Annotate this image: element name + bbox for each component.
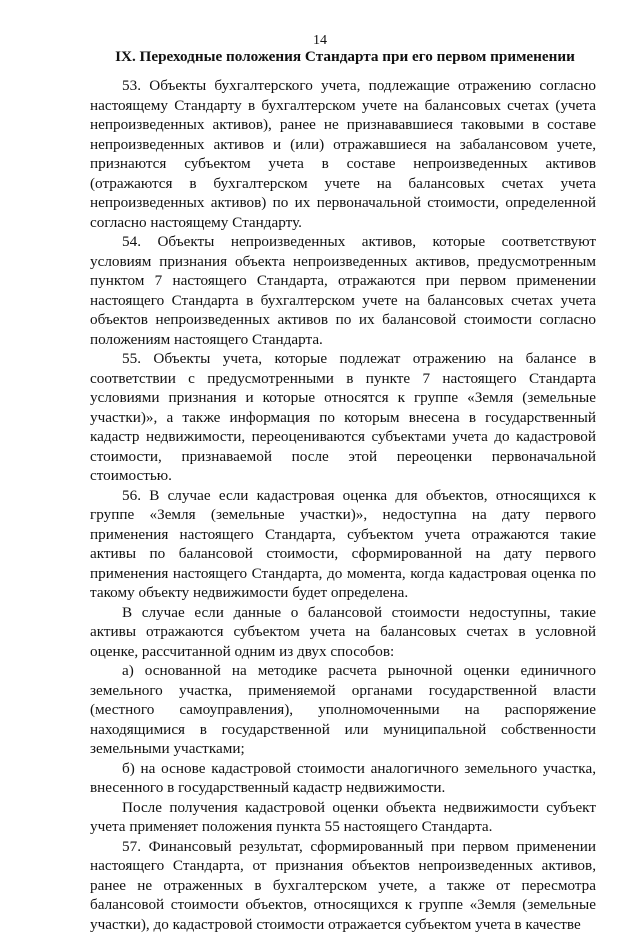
document-body [90,76,596,934]
section-title: IX. Переходные положения Стандарта при его первом применении [90,48,600,66]
paragraph-53: 53. Объекты бухгалтерского учета, подлежащие отражению согласно настоящему Стандарту в бухгалтерском учете на балансовых счетах (учета непроизведенных активов), ранее не признававшиеся таковыми в составе непроизведенных активов и (или) отражавшиеся на забалансовом учете, признаются субъектом учета в составе непроизведенных активов (отражаются в бухгалтерском учете на балансовых счетах учета непроизведенных активов) по их первоначальной стоимости, определенной согласно настоящему Стандарту. [90,76,596,232]
page-number: 14 [0,33,640,49]
paragraph-56-continuation: В случае если данные о балансовой стоимости недоступны, такие активы отражаются субъектом учета на балансовых счетах в условной оценке, рассчитанной одним из двух способов: [90,603,596,662]
paragraph-54: 54. Объекты непроизведенных активов, которые соответствуют условиям признания объекта непроизведенных активов, предусмотренным пунктом 7 настоящего Стандарта, отражаются при первом применении настоящего Стандарта в бухгалтерском учете на балансовых счетах учета объектов непроизведенных активов по их балансовой стоимости согласно положениям настоящего Стандарта. [90,232,596,349]
list-item-b: б) на основе кадастровой стоимости аналогичного земельного участка, внесенного в государственный кадастр недвижимости. [90,759,596,798]
paragraph-55: 55. Объекты учета, которые подлежат отражению на балансе в соответствии с предусмотренными в пункте 7 настоящего Стандарта условиями признания и которые относятся к группе «Земля (земельные участки)», а также информация по которым внесена в государственный кадастр недвижимости, переоцениваются субъектами учета до кадастровой стоимости, признаваемой после этой переоценки первоначальной стоимостью. [90,349,596,486]
list-item-a: а) основанной на методике расчета рыночной оценки единичного земельного участка, применяемой органами государственной власти (местного самоуправления), уполномоченными на распоряжение находящимися в государственной или муниципальной собственности земельными участками; [90,661,596,759]
paragraph-56-final: После получения кадастровой оценки объекта недвижимости субъект учета применяет положения пункта 55 настоящего Стандарта. [90,798,596,837]
paragraph-56: 56. В случае если кадастровая оценка для объектов, относящихся к группе «Земля (земельные участки)», недоступна на дату первого применения настоящего Стандарта, субъектом учета отражаются такие активы по балансовой стоимости, сформированной на дату первого применения настоящего Стандарта, до момента, когда кадастровая оценка по такому объекту недвижимости будет определена. [90,486,596,603]
paragraph-57: 57. Финансовый результат, сформированный при первом применении настоящего Стандарта, от признания объектов непроизведенных активов, ранее не отраженных в бухгалтерском учете, а также от пересмотра балансовой стоимости объектов, относящихся к группе «Земля (земельные участки), до кадастровой стоимости отражается субъектом учета в качестве [90,837,596,934]
